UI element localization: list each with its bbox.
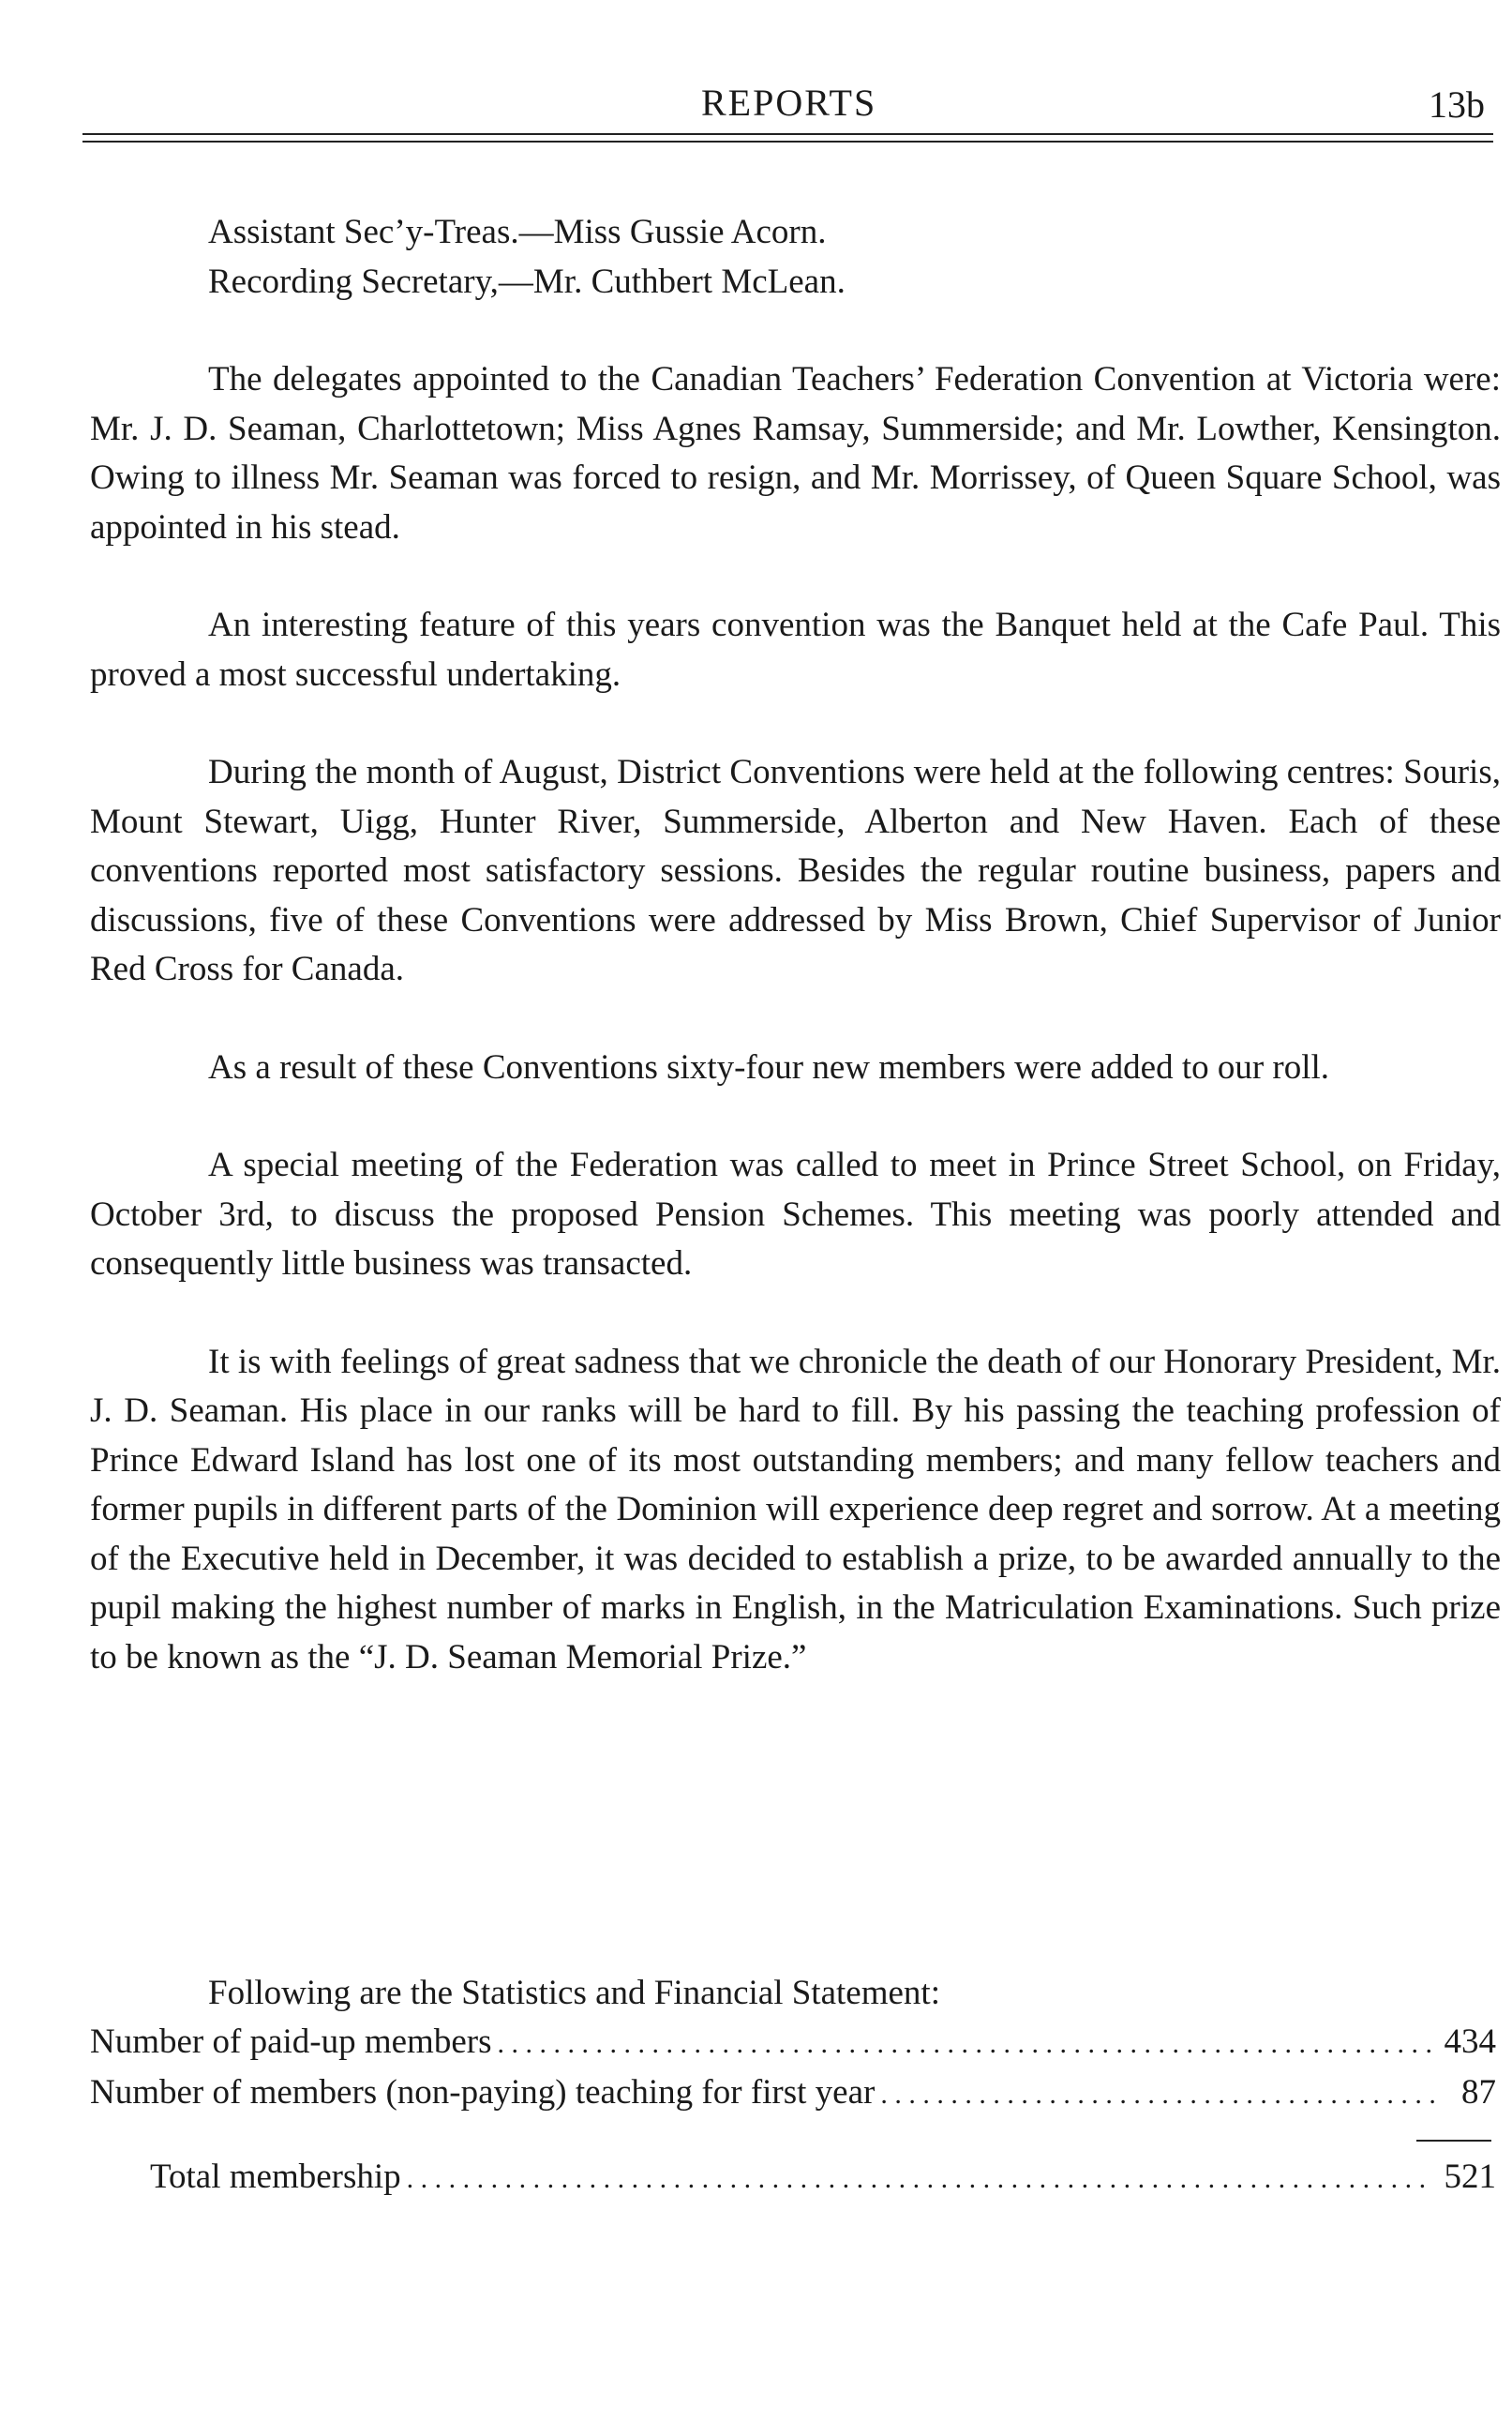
officer-line-recording-secretary: Recording Secretary,—Mr. Cuthbert McLean. [208,262,846,301]
page-header [82,75,1507,141]
header-rule-bottom [82,141,1493,143]
paragraph-new-members: As a result of these Conventions sixty-four new members were added to our roll. [208,1047,1330,1087]
stat-row-paid-up [90,2018,1496,2068]
paragraph-delegates: The delegates appointed to the Canadian Teachers’ Federation Convention at Victoria were: Mr. J. D. Seaman, Charlottetown; Miss Agnes Ramsay, Summerside; and Mr. Lowther, Kensington. Owing to illness Mr. Seaman was forced to resign, and Mr. Morrissey, of Queen Square School, was appointed in his stead. [90,360,1501,547]
stat-value: 87 [1461,2073,1496,2112]
stat-row-total [90,2153,1496,2203]
stat-row-non-paying [90,2068,1496,2119]
header-rule-top [82,133,1493,135]
total-value: 521 [1444,2158,1496,2196]
stat-label: Number of paid-up members [90,2022,492,2061]
paragraph-banquet: An interesting feature of this years convention was the Banquet held at the Cafe Paul. This proved a most successful undertaking. [90,606,1501,694]
total-label: Total membership [150,2158,401,2196]
dot-leader [407,2153,1434,2203]
dot-leader [880,2068,1434,2119]
statistics-intro: Following are the Statistics and Financial Statement: [208,1974,940,2012]
statistics-section [90,1969,1496,2203]
paragraph-memorial-prize: It is with feelings of great sadness that we chronicle the death of our Honorary President, Mr. J. D. Seaman. His place in our ranks will be hard to fill. By his passing the teaching profession of Prince Edward Island has lost one of its most outstanding members; and many fellow teachers and former pupils in different parts of the Dominion will experience deep regret and sorrow. At a meeting of the Executive held in December, it was decided to establish a prize, to be awarded annually to the pupil making the highest number of marks in English, in the Matriculation Examinations. Such prize to be known as the “J. D. Seaman Memorial Prize.” [90,1342,1501,1677]
running-head: REPORTS [701,82,877,124]
paragraph-district-conventions: During the month of August, District Conventions were held at the following centres: Souris, Mount Stewart, Uigg, Hunter River, Summerside, Alberton and New Haven. Each of these conventions reported most satisfactory sessions. Besides the regular routine business, papers and discussions, five of these Conventions were addressed by Miss Brown, Chief Supervisor of Junior Red Cross for Canada. [90,753,1501,988]
stat-value: 434 [1444,2022,1496,2061]
stat-label: Number of members (non-paying) teaching for first year [90,2073,876,2112]
sum-rule [1416,2140,1491,2142]
dot-leader [497,2018,1434,2068]
report-body [90,208,1501,1682]
page-number: 13b [1429,83,1485,126]
officer-line-assistant-sec-treas: Assistant Sec’y-Treas.—Miss Gussie Acorn. [208,213,827,251]
paragraph-special-meeting: A special meeting of the Federation was called to meet in Prince Street School, on Friday, October 3rd, to discuss the proposed Pension Schemes. This meeting was poorly attended and consequently little business was transacted. [90,1146,1501,1283]
